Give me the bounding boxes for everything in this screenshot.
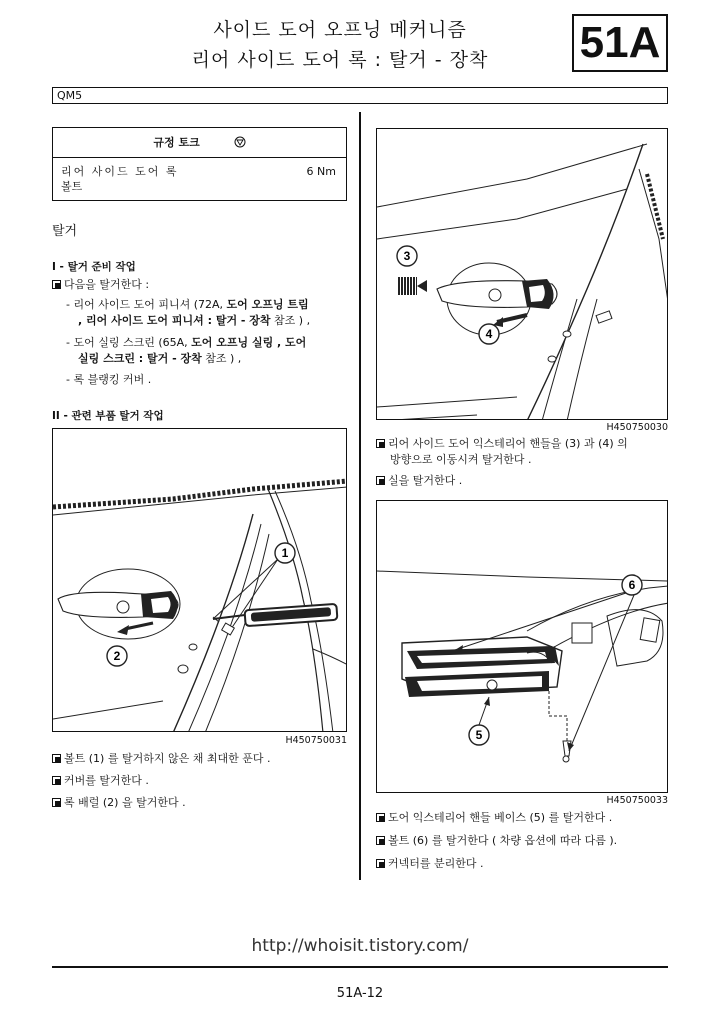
footer-rule [52, 966, 668, 968]
prep-item-text: - 도어 실링 스크린 (65A, [66, 336, 192, 349]
prep-item [66, 335, 356, 367]
removal-heading: 탈거 [52, 224, 78, 239]
prep-title: I - 탈거 준비 작업 [52, 261, 136, 273]
checkbox-bullet-icon [376, 859, 385, 868]
step-item [376, 473, 462, 489]
step-text: 커버를 탈거한다 . [64, 774, 149, 787]
step-text: 볼트 (1) 를 탈거하지 않은 채 최대한 푼다 . [64, 752, 271, 765]
callout-label: 4 [485, 327, 493, 341]
callout-label: 6 [628, 578, 636, 592]
checkbox-bullet-icon [376, 836, 385, 845]
handle-base-illustration [377, 501, 668, 793]
checkbox-bullet-icon [376, 476, 385, 485]
step-text: 커넥터를 분리한다 . [388, 857, 484, 870]
checkbox-bullet-icon [52, 754, 61, 763]
step-item [376, 436, 668, 468]
figure-door-lock-bolt [52, 428, 347, 732]
callout-label: 2 [113, 649, 121, 663]
step-text: 실을 탈거한다 . [388, 474, 463, 487]
source-url: http://whoisit.tistory.com/ [251, 936, 469, 956]
step-text: 방향으로 이동시켜 탈거한다 . [390, 453, 532, 466]
prep-item-ref: , 리어 사이드 도어 피니셔 : 탈거 - 장착 [78, 314, 271, 327]
door-lock-illustration [53, 429, 347, 732]
figure-id: H450750030 [606, 422, 668, 433]
prep-item-text: - 록 블랭킹 커버 . [66, 373, 152, 386]
prep-item [66, 297, 356, 329]
figure-handle-base [376, 500, 668, 793]
callout-label: 5 [475, 728, 483, 742]
prep-item-ref: 도어 오프닝 트림 [226, 298, 309, 311]
step-item [52, 773, 149, 789]
section-code-badge: 51A [572, 14, 668, 72]
prep-item-text: 참조 ) , [201, 352, 242, 365]
step-item [52, 795, 186, 811]
torque-table [52, 127, 347, 201]
checkbox-bullet-icon [52, 280, 61, 289]
checkbox-bullet-icon [376, 439, 385, 448]
vehicle-model-bar: QM5 [52, 87, 668, 104]
prep-item [66, 372, 356, 388]
torque-table-title: 규정 토크 [153, 136, 200, 149]
step-item [376, 856, 484, 872]
step-item [376, 810, 612, 826]
checkbox-bullet-icon [376, 813, 385, 822]
prep-item-text: 참조 ) , [270, 314, 311, 327]
parts-title: II - 관련 부품 탈거 작업 [52, 410, 164, 422]
torque-table-row [53, 158, 346, 200]
figure-id: H450750031 [285, 735, 347, 746]
torque-item-line1: 리어 사이드 도어 록 [61, 165, 179, 178]
callout-label: 1 [281, 546, 289, 560]
page-number: 51A-12 [336, 986, 384, 1001]
figure-id: H450750033 [606, 795, 668, 806]
torque-value: 6 Nm [306, 165, 336, 178]
step-item [376, 833, 617, 849]
torque-item-line2: 볼트 [61, 180, 83, 193]
prep-item-text: - 리어 사이드 도어 피니셔 (72A, [66, 298, 227, 311]
prep-item-ref: 실링 스크린 : 탈거 - 장착 [78, 352, 202, 365]
torque-table-header [53, 128, 346, 158]
step-text: 록 배럴 (2) 을 탈거한다 . [64, 796, 186, 809]
column-divider [359, 112, 361, 880]
exterior-handle-illustration [377, 129, 668, 420]
page-title-line1: 사이드 도어 오프닝 메커니즘 [213, 19, 467, 41]
prep-item-ref: 도어 오프닝 실링 , 도어 [191, 336, 307, 349]
prep-intro [52, 277, 149, 293]
prep-intro-text: 다음을 탈거한다 : [64, 278, 150, 291]
figure-exterior-handle [376, 128, 668, 420]
step-text: 도어 익스테리어 핸들 베이스 (5) 를 탈거한다 . [388, 811, 613, 824]
step-item [52, 751, 270, 767]
checkbox-bullet-icon [52, 798, 61, 807]
checkbox-bullet-icon [52, 776, 61, 785]
step-text: 리어 사이드 도어 익스테리어 핸들을 (3) 과 (4) 의 [388, 437, 628, 450]
torque-wrench-icon [234, 136, 246, 148]
callout-label: 3 [403, 249, 411, 263]
page-title-line2: 리어 사이드 도어 록 : 탈거 - 장착 [191, 49, 489, 71]
step-text: 볼트 (6) 를 탈거한다 ( 차량 옵션에 따라 다름 ). [388, 834, 618, 847]
